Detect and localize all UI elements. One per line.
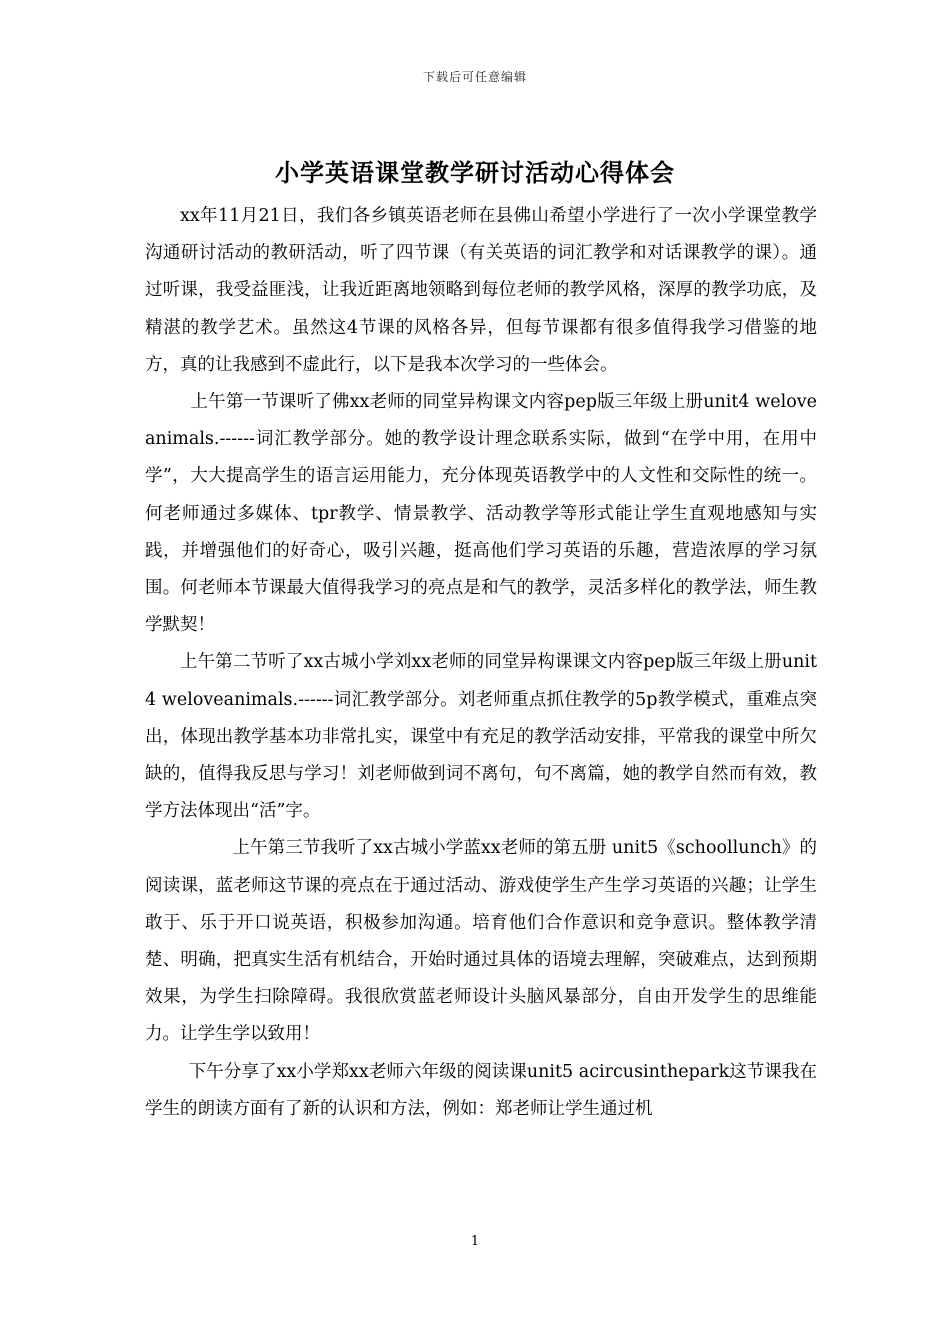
document-title: 小学英语课堂教学研讨活动心得体会 (275, 158, 675, 187)
page-number: 1 (470, 1234, 480, 1249)
document-body (145, 198, 817, 1128)
page-header-note: 下载后可任意编辑 (422, 70, 527, 84)
paragraph-1: xx年11月21日，我们各乡镇英语老师在县佛山希望小学进行了一次小学课堂教学沟通研讨活动的教研活动，听了四节课（有关英语的词汇教学和对话课教学的课）。通过听课，我受益匪浅，让我近距离地领略到每位老师的教学风格，深厚的教学功底，及精湛的教学艺术。虽然这4节课的风格各异，但每节课都有很多值得我学习借鉴的地方，真的让我感到不虚此行，以下是我本次学习的一些体会。 (145, 206, 817, 375)
paragraph-4: 上午第三节我听了xx古城小学蓝xx老师的第五册 unit5《schoollunch》的阅读课，蓝老师这节课的亮点在于通过活动、游戏使学生产生学习英语的兴趣；让学生敢于、乐于开口说英语，积极参加沟通。培育他们合作意识和竞争意识。整体教学清楚、明确，把真实生活有机结合，开始时通过具体的语境去理解，突破难点，达到预期效果，为学生扫除障碍。我很欣赏蓝老师设计头脑风暴部分，自由开发学生的思维能力。让学生学以致用！ (145, 838, 817, 1045)
paragraph-3: 上午第二节听了xx古城小学刘xx老师的同堂异构课课文内容pep版三年级上册unit4 weloveanimals.------词汇教学部分。刘老师重点抓住教学的5p教学模式，重难点突出，体现出教学基本功非常扎实，课堂中有充足的教学活动安排，平常我的课堂中所欠缺的，值得我反思与学习！刘老师做到词不离句，句不离篇，她的教学自然而有效，教学方法体现出“活”字。 (145, 652, 817, 822)
paragraph-5: 下午分享了xx小学郑xx老师六年级的阅读课unit5 acircusinthepark这节课我在学生的朗读方面有了新的认识和方法，例如：郑老师让学生通过机 (145, 1061, 817, 1119)
paragraph-2: 上午第一节课听了佛xx老师的同堂异构课文内容pep版三年级上册unit4 weloveanimals.------词汇教学部分。她的教学设计理念联系实际，做到“在学中用，在用中学”，大大提高学生的语言运用能力，充分体现英语教学中的人文性和交际性的统一。何老师通过多媒体、tpr教学、情景教学、活动教学等形式能让学生直观地感知与实践，并增强他们的好奇心，吸引兴趣，挺高他们学习英语的乐趣，营造浓厚的学习氛围。何老师本节课最大值得我学习的亮点是和气的教学，灵活多样化的教学法，师生教学默契！ (145, 392, 817, 636)
